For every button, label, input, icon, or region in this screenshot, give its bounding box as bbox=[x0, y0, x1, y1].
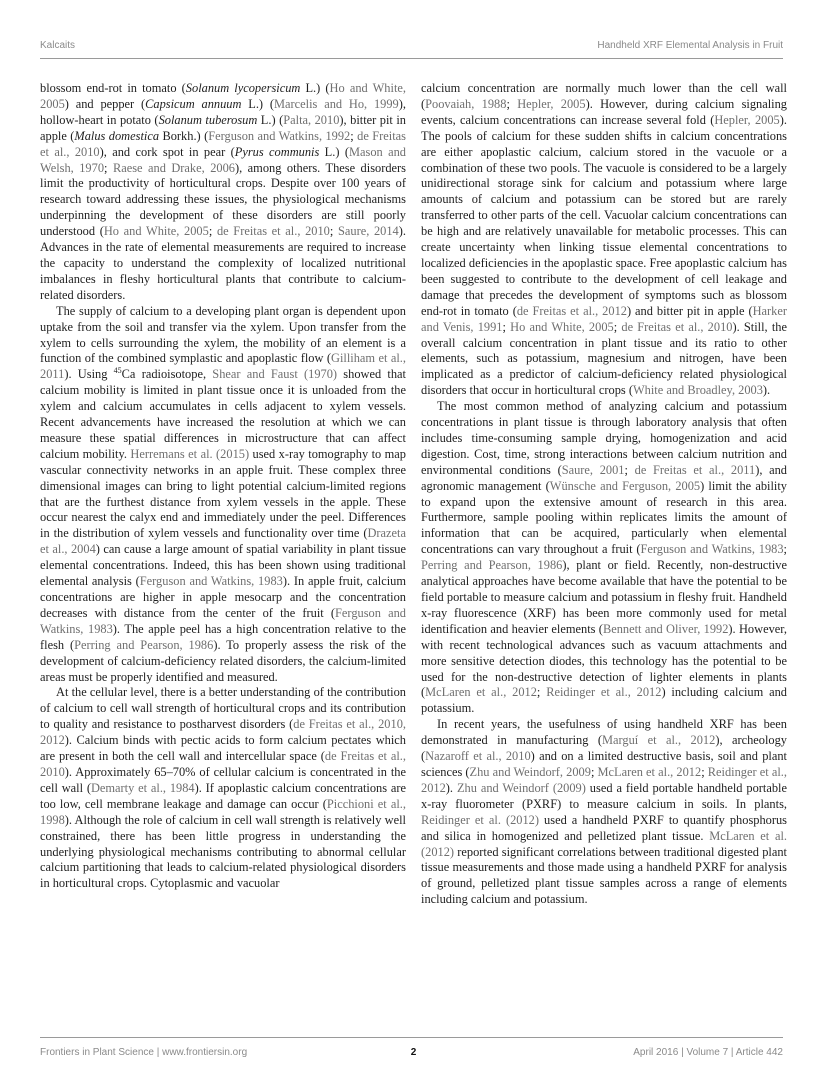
citation-link[interactable]: de Freitas et al., 2010 bbox=[40, 128, 406, 159]
text-run: ; bbox=[104, 160, 113, 175]
text-run: The supply of calcium to a developing plant organ is dependent upon uptake from the soil and transfer via the xylem. Upon transfer from the xylem to cells surrounding the xylem, the mobility of an element is a function of the combined symplastic and apoplastic flow ( bbox=[40, 303, 406, 366]
text-run: ), hollow-heart in potato ( bbox=[40, 96, 406, 127]
citation-link[interactable]: Perring and Pearson, 1986 bbox=[421, 558, 563, 573]
citation-link[interactable]: de Freitas et al., 2011 bbox=[634, 462, 756, 477]
text-run: ). Approximately 65–70% of cellular calcium is concentrated in the cell wall ( bbox=[40, 764, 406, 795]
text-run: ), and agronomic management ( bbox=[421, 462, 787, 493]
citation-link[interactable]: Nazaroff et al., 2010 bbox=[425, 749, 531, 764]
footer-rule bbox=[40, 1037, 783, 1038]
text-run: reported significant correlations between traditional digested plant tissue measurements and those made using a handheld PXRF for analysis of ground, pelletized plant tissue samples across a range of elements including calcium and potassium. bbox=[421, 844, 787, 907]
text-run: ; bbox=[502, 319, 511, 334]
text-run: Borkh.) ( bbox=[159, 128, 209, 143]
text-run: ; bbox=[536, 685, 547, 700]
citation-link[interactable]: McLaren et al., 2012 bbox=[597, 764, 702, 779]
text-run: ) including calcium and potassium. bbox=[421, 685, 787, 716]
text-run: ) and bitter pit in apple ( bbox=[626, 303, 753, 318]
citation-link[interactable]: Hepler, 2005 bbox=[714, 112, 780, 127]
citation-link[interactable]: Saure, 2014 bbox=[337, 224, 399, 239]
text-run: ). The pools of calcium for these sudden shifts in calcium concentrations are either apoplastic calcium, calcium stored in the vacuole or a combination of these two pools. The vacuole is considered to be a largely unidirectional storage sink for calcium and potassium where large amounts of calcium and potassium can be stored but are rarely transferred to other parts of the cell. Vacuolar calcium concentrations can be high and are relatively unavailable for metabolic processes. This can create uncertainty when linking tissue elemental concentrations to localized deficiencies in the apoplastic space. Free apoplastic calcium has been suggested to contribute to the development of cell leakage and damage that precedes the development of symptoms such as blossom end-rot in tomato ( bbox=[421, 112, 787, 318]
species-name: Pyrus communis bbox=[234, 144, 320, 159]
citation-link[interactable]: Wünsche and Ferguson, 2005 bbox=[549, 478, 701, 493]
text-run: calcium concentration are normally much lower than the cell wall ( bbox=[421, 81, 787, 111]
text-run: In recent years, the usefulness of using handheld XRF has been demonstrated in manufacturing ( bbox=[421, 717, 787, 748]
text-run: ; bbox=[613, 319, 622, 334]
text-run: blossom end-rot in tomato ( bbox=[40, 81, 186, 95]
running-header-title: Handheld XRF Elemental Analysis in Fruit bbox=[597, 40, 783, 51]
body-paragraph bbox=[40, 81, 406, 304]
citation-link[interactable]: Poovaiah, 1988 bbox=[425, 96, 507, 111]
citation-link[interactable]: Mason and Welsh, 1970 bbox=[40, 144, 406, 175]
citation-link[interactable]: Zhu and Weindorf (2009) bbox=[456, 780, 586, 795]
species-name: Solanum lycopersicum bbox=[185, 81, 301, 95]
citation-link[interactable]: Ho and White, 2005 bbox=[510, 319, 614, 334]
text-run: L.) ( bbox=[319, 144, 349, 159]
body-paragraph bbox=[421, 81, 787, 399]
citation-link[interactable]: de Freitas et al., 2012 bbox=[516, 303, 627, 318]
citation-link[interactable]: Picchioni et al., 1998 bbox=[40, 796, 406, 827]
text-run: ). Advances in the rate of elemental measurements are required to increase the capacity to understand the complexity of localized nutritional imbalances in fleshy horticultural plants that contribute to calcium-related disorders. bbox=[40, 224, 406, 302]
header-rule bbox=[40, 58, 783, 59]
citation-link[interactable]: Ferguson and Watkins, 1992 bbox=[208, 128, 351, 143]
body-paragraph bbox=[40, 304, 406, 686]
citation-link[interactable]: Saure, 2001 bbox=[561, 462, 625, 477]
citation-link[interactable]: Bennett and Oliver, 1992 bbox=[602, 621, 729, 636]
species-name: Solanum tuberosum bbox=[158, 112, 258, 127]
citation-link[interactable]: Raese and Drake, 2006 bbox=[112, 160, 235, 175]
text-run: showed that calcium mobility is limited in plant tissue once it is unloaded from the xylem and calcium accumulates in cells adjacent to xylem vessels. Recent advancements have increased the resolution at which we can measure these spatial differences in microstructure that can affect calcium mobility. bbox=[40, 367, 406, 461]
footer-issue: April 2016 | Volume 7 | Article 442 bbox=[633, 1047, 783, 1058]
body-paragraph bbox=[40, 685, 406, 892]
left-text-column bbox=[40, 81, 406, 1011]
text-run: ), and cork spot in pear ( bbox=[99, 144, 235, 159]
citation-link[interactable]: Ferguson and Watkins, 1983 bbox=[40, 605, 406, 636]
text-run: ), archeology ( bbox=[421, 733, 787, 764]
text-run: ). bbox=[445, 780, 457, 795]
citation-link[interactable]: Herremans et al. (2015) bbox=[130, 446, 250, 461]
species-name: Capsicum annuum bbox=[145, 96, 242, 111]
text-run: ) limit the ability to expand upon the extensive amount of research in this area. Furthermore, sample pooling within replicates limits the amount of information that can be acquired, particularly when elemental concentrations can vary throughout a fruit ( bbox=[421, 478, 787, 557]
text-run: ; bbox=[701, 764, 708, 779]
citation-link[interactable]: Ho and White, 2005 bbox=[103, 224, 209, 239]
text-run: ). However, with recent technological advances such as vacuum attachments and more sensitive detection diodes, this technology has the potential to be used for the non-destructive detection of lighter elements in plants ( bbox=[421, 621, 787, 700]
running-header-author: Kalcaits bbox=[40, 40, 76, 51]
text-run: ; bbox=[624, 462, 635, 477]
citation-link[interactable]: Ho and White, 2005 bbox=[40, 81, 406, 111]
text-run: L.) ( bbox=[257, 112, 284, 127]
citation-link[interactable]: Palta, 2010 bbox=[283, 112, 340, 127]
text-run: ). Although the role of calcium in cell wall strength is relatively well constrained, there has been little progress in understanding the underlying physiological mechanisms contributing to abnormal cellular calcium partitioning that leads to calcium-related physiological disorders in horticultural crops. Cytoplasmic and vacuolar bbox=[40, 812, 406, 891]
text-run: ; bbox=[783, 542, 787, 557]
text-run: ). Still, the overall calcium concentration in plant tissue and its ratio to other elements, such as potassium, magnesium and nitrogen, have been implicated as a predictor of calcium-deficiency related physiological disorders that occur in horticultural crops ( bbox=[421, 319, 787, 398]
citation-link[interactable]: Shear and Faust (1970) bbox=[212, 367, 338, 382]
citation-link[interactable]: White and Broadley, 2003 bbox=[632, 383, 763, 398]
text-run: ). If apoplastic calcium concentrations are too low, cell membrane leakage and damage can occur ( bbox=[40, 780, 406, 811]
citation-link[interactable]: Gilliham et al., 2011 bbox=[40, 351, 406, 382]
citation-link[interactable]: Ferguson and Watkins, 1983 bbox=[640, 542, 784, 557]
text-run: ), among others. These disorders limit the productivity of horticultural crops. Despite over 100 years of research toward addressing these issues, the physiological mechanisms underpinning the development of these disorders are still poorly understood ( bbox=[40, 160, 406, 239]
text-run: used a handheld PXRF to quantify phosphorus and silica in homogenized and pelletized plant tissue. bbox=[421, 812, 787, 843]
text-run: ). bbox=[762, 383, 771, 398]
text-run: ; bbox=[590, 764, 598, 779]
citation-link[interactable]: Harker and Venis, 1991 bbox=[421, 303, 787, 334]
citation-link[interactable]: Reidinger et al., 2012 bbox=[421, 764, 787, 795]
citation-link[interactable]: Drazeta et al., 2004 bbox=[40, 526, 406, 557]
text-run: The most common method of analyzing calcium and potassium concentrations in plant tissue is through laboratory analysis that often includes time-consuming sample drying, homogenization and acid digestion. Cost, time, strong interactions between calcium nutrition and environmental conditions ( bbox=[421, 399, 787, 477]
citation-link[interactable]: Ferguson and Watkins, 1983 bbox=[139, 574, 283, 589]
text-run: ) can cause a large amount of spatial variability in plant tissue elemental concentrations. Indeed, this has been shown using traditional elemental analysis ( bbox=[40, 542, 406, 589]
citation-link[interactable]: McLaren et al., 2012 bbox=[425, 685, 537, 700]
text-run: ; bbox=[506, 96, 518, 111]
citation-link[interactable]: Marguí et al., 2012 bbox=[601, 733, 716, 748]
citation-link[interactable]: Hepler, 2005 bbox=[517, 96, 586, 111]
citation-link[interactable]: de Freitas et al., 2010 bbox=[40, 749, 406, 779]
text-run: ), bitter pit in apple ( bbox=[40, 112, 406, 143]
citation-link[interactable]: Reidinger et al. (2012) bbox=[421, 812, 540, 827]
text-run: ). Calcium binds with pectic acids to form calcium pectates which are present in both the cell wall and intercellular space ( bbox=[40, 733, 406, 764]
text-run: ; bbox=[329, 224, 338, 239]
citation-link[interactable]: Perring and Pearson, 1986 bbox=[74, 637, 214, 652]
body-paragraph bbox=[421, 399, 787, 717]
page-number: 2 bbox=[410, 1047, 417, 1058]
text-run: ). In apple fruit, calcium concentrations are higher in apple mesocarp and the concentration decreases with distance from the center of the fruit ( bbox=[40, 574, 406, 620]
text-run: ) and on a limited destructive basis, soil and plant sciences ( bbox=[421, 749, 787, 779]
text-run: L.) ( bbox=[241, 96, 275, 111]
citation-link[interactable]: de Freitas et al., 2010 bbox=[621, 319, 733, 334]
text-run: ). The apple peel has a high concentration relative to the flesh ( bbox=[40, 621, 406, 652]
citation-link[interactable]: de Freitas et al., 2010, 2012 bbox=[40, 717, 406, 748]
species-name: Malus domestica bbox=[74, 128, 160, 143]
citation-link[interactable]: Marcelis and Ho, 1999 bbox=[274, 96, 399, 111]
citation-link[interactable]: de Freitas et al., 2010 bbox=[216, 224, 330, 239]
text-run: Ca radioisotope, bbox=[121, 367, 213, 382]
text-run: L.) ( bbox=[300, 81, 330, 95]
isotope-superscript: 45 bbox=[113, 366, 122, 376]
text-run: ), plant or field. Recently, non-destructive analytical approaches have become available that have the potential to be field portable to measure calcium and potassium in fleshy fruit. Handheld x-ray fluorescence (XRF) has been more commonly used for metal identification and heavier elements ( bbox=[421, 558, 787, 636]
body-paragraph bbox=[421, 717, 787, 908]
text-run: ). To properly assess the risk of the development of calcium-deficiency related disorders, the calcium-limited areas must be properly identified and measured. bbox=[40, 637, 406, 684]
text-run: used x-ray tomography to map vascular connectivity networks in an apple fruit. These complex three dimensional images can bring to light potential calcium-limited regions that are the furthest distance from xylem vessels in the apple. These occur nearest the calyx end and immediately under the peel. Differences in the distribution of xylem vessels and functionality over time ( bbox=[40, 446, 406, 541]
citation-link[interactable]: Demarty et al., 1984 bbox=[90, 780, 195, 795]
text-run: used a field portable handheld portable x-ray fluorometer (PXRF) to measure calcium in soils. In plants, bbox=[421, 780, 787, 811]
text-run: ). Using bbox=[64, 367, 114, 382]
text-run: At the cellular level, there is a better understanding of the contribution of calcium to cell wall strength of horticultural crops and its contribution to quality and resistance to postharvest disorders ( bbox=[40, 685, 406, 732]
right-text-column bbox=[421, 81, 787, 1011]
citation-link[interactable]: Zhu and Weindorf, 2009 bbox=[469, 764, 591, 779]
text-run: ). However, during calcium signaling events, calcium concentrations can increase several fold ( bbox=[421, 96, 787, 127]
citation-link[interactable]: Reidinger et al., 2012 bbox=[546, 685, 662, 700]
citation-link[interactable]: McLaren et al. (2012) bbox=[421, 828, 787, 859]
footer-journal: Frontiers in Plant Science | www.frontiersin.org bbox=[40, 1047, 248, 1058]
text-run: ; bbox=[208, 224, 217, 239]
text-run: ; bbox=[350, 128, 358, 143]
text-run: ) and pepper ( bbox=[64, 96, 146, 111]
